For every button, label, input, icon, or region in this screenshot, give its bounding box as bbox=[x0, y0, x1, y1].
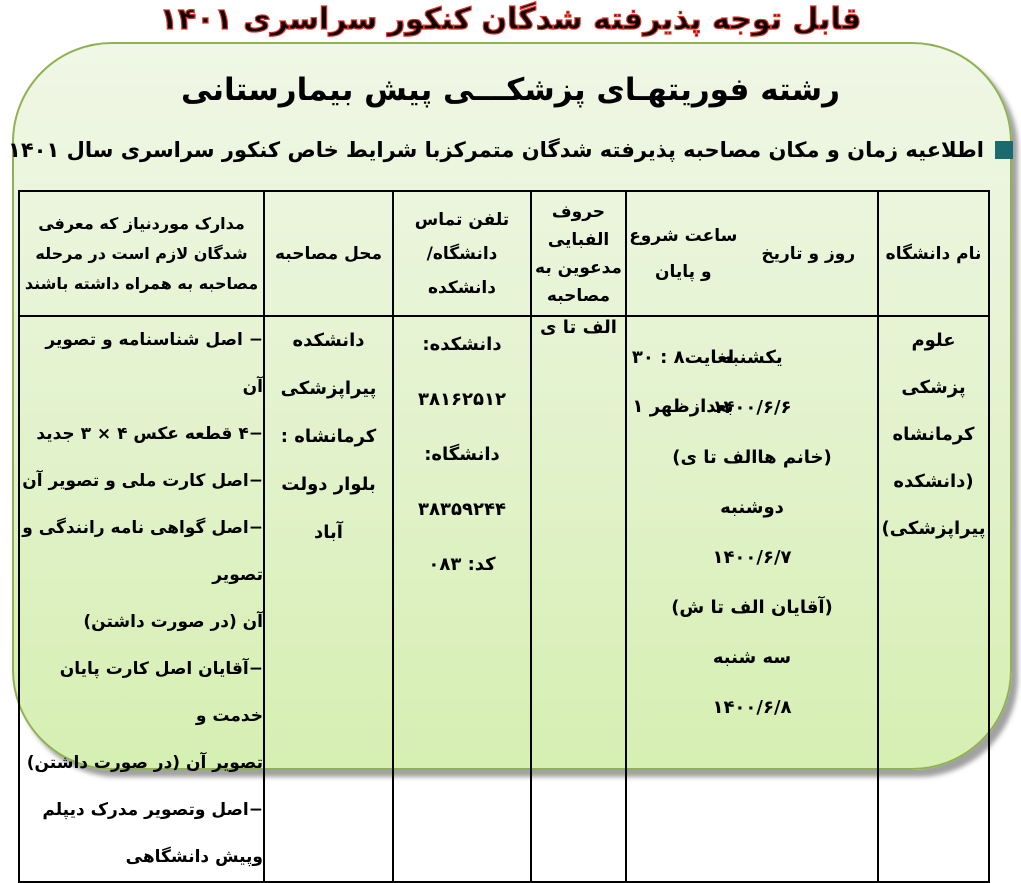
header-day-date-label: روز و تاریخ bbox=[761, 243, 856, 264]
program-title: رشته فوریتهـای پزشکـــی پیش بیمارستانی bbox=[181, 72, 840, 108]
document-item: −اصل وتصویر مدرک دیپلم bbox=[42, 800, 263, 820]
schedule-line: ۱۴۰۰/۶/۸ bbox=[712, 697, 792, 718]
header-university-label: نام دانشگاه bbox=[885, 243, 982, 264]
header-letters-lines: حروف الفبایی مدعوین به مصاحبه bbox=[535, 201, 622, 306]
interview-schedule-table bbox=[18, 190, 990, 883]
document-item: −آقایان اصل کارت پایان خدمت و bbox=[59, 659, 263, 726]
header-phone bbox=[393, 191, 531, 316]
phone-line: ۳۸۳۵۹۲۴۴ bbox=[418, 499, 506, 520]
header-time-date-layout bbox=[627, 192, 877, 315]
university-line: کرمانشاه bbox=[892, 424, 975, 445]
document-item: −اصل کارت ملی و تصویر آن bbox=[22, 471, 263, 491]
schedule-line: (خانم هاالف تا ی) bbox=[672, 447, 832, 468]
document-item: −اصل گواهی نامه رانندگی و تصویر bbox=[22, 518, 263, 585]
notice-text: اطلاعیه زمان و مکان مصاحبه پذیرفته شدگان متمرکزبا شرایط خاص کنکور سراسری سال ۱۴۰۱ bbox=[8, 138, 984, 162]
time-line: ۱ بعدازظهر bbox=[632, 396, 734, 417]
cell-alphabet-letters bbox=[531, 316, 626, 882]
phone-line: دانشکده: bbox=[422, 334, 502, 355]
header-location-label: محل مصاحبه bbox=[274, 243, 383, 264]
university-line: (دانشکده bbox=[893, 471, 974, 492]
phone-line: ۳۸۱۶۲۵۱۲ bbox=[418, 389, 506, 410]
location-line: بلوار دولت bbox=[281, 474, 376, 495]
schedule-line: یکشنبه bbox=[721, 347, 783, 368]
document-item: آن (در صورت داشتن) bbox=[83, 612, 263, 632]
teal-square-bullet-icon bbox=[995, 141, 1013, 159]
page-title: قابل توجه پذیرفته شدگان کنکور سراسری ۱۴۰۱ bbox=[159, 2, 862, 37]
schedule-line: (آقایان الف تا ش) bbox=[671, 597, 833, 618]
schedule-line: دوشنبه bbox=[720, 497, 784, 518]
cell-university bbox=[878, 316, 989, 882]
header-documents bbox=[19, 191, 264, 316]
table-header-row bbox=[19, 191, 989, 316]
cell-time-and-dates bbox=[626, 316, 878, 882]
location-line: آباد bbox=[314, 522, 343, 543]
header-time-and-date bbox=[626, 191, 878, 316]
letters-value: الف تا ی bbox=[540, 317, 617, 338]
cell-location bbox=[264, 316, 393, 882]
header-documents-lines: مدارک موردنیاز که معرفی شدگان لازم است در مرحله مصاحبه به همراه داشته باشند bbox=[24, 213, 259, 293]
time-block bbox=[631, 333, 735, 431]
header-university bbox=[878, 191, 989, 316]
table-body-row bbox=[19, 316, 989, 882]
university-line: پیراپزشکی) bbox=[881, 518, 986, 539]
document-item: − اصل شناسنامه و تصویر آن bbox=[45, 330, 263, 397]
location-line: کرمانشاه : bbox=[280, 426, 377, 447]
university-line: علوم پزشکی bbox=[901, 330, 966, 398]
header-location bbox=[264, 191, 393, 316]
header-phone-lines: تلفن تماس دانشگاه/دانشکده bbox=[414, 209, 510, 298]
cell-phone bbox=[393, 316, 531, 882]
header-time-label: ساعت شروع و پایان bbox=[629, 225, 738, 282]
location-line: دانشکده bbox=[292, 330, 365, 351]
schedule-line: ۱۴۰۰/۶/۷ bbox=[712, 547, 792, 568]
time-line: ۳۰ : ۸لغایت bbox=[631, 347, 735, 368]
document-item: تصویر آن (در صورت داشتن) bbox=[26, 753, 263, 773]
header-alphabet-letters bbox=[531, 191, 626, 316]
schedule-line: سه شنبه bbox=[712, 647, 792, 668]
phone-line: کد: ۰۸۳ bbox=[428, 554, 496, 575]
phone-line: دانشگاه: bbox=[424, 444, 500, 465]
notice-line bbox=[0, 138, 1021, 162]
document-item: −۴ قطعه عکس ۴ × ۳ جدید bbox=[36, 424, 263, 444]
cell-documents bbox=[19, 316, 264, 882]
document-item: وپیش دانشگاهی bbox=[125, 847, 263, 867]
location-line: پیراپزشکی bbox=[280, 378, 377, 399]
schedule-line: ۱۴۰۰/۶/۶ bbox=[712, 397, 792, 418]
